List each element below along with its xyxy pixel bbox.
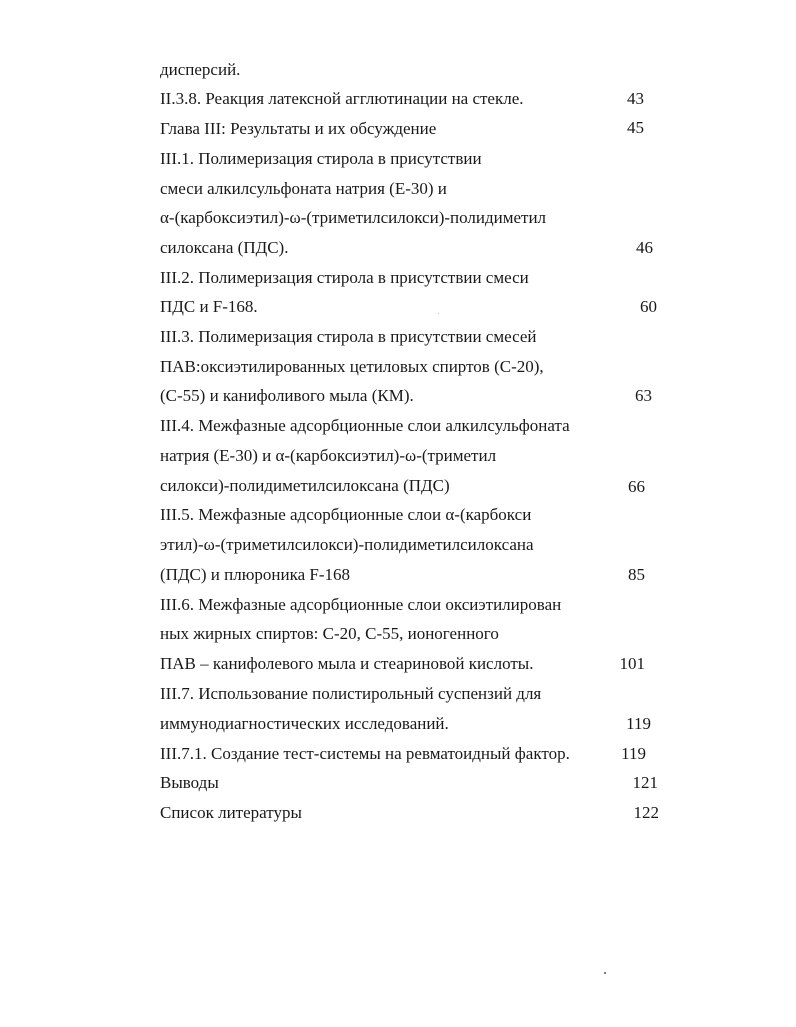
toc-page-number: 43 (627, 89, 644, 108)
toc-line: силокси)-полидиметилсилоксана (ПДС) (160, 476, 450, 495)
toc-line: III.5. Межфазные адсорбционные слои α-(карбокси (160, 505, 532, 524)
toc-line: ПАВ – канифолевого мыла и стеариновой кислоты. (160, 654, 534, 673)
toc-line: (ПДС) и плюроника F-168 (160, 565, 351, 584)
toc-line: Глава III: Результаты и их обсуждение (160, 119, 437, 138)
toc-line: III.4. Межфазные адсорбционные слои алкилсульфоната (160, 416, 570, 435)
toc-line: III.1. Полимеризация стирола в присутствии (160, 149, 482, 168)
toc-line: α-(карбоксиэтил)-ω-(триметилсилокси)-полидиметил (160, 208, 547, 227)
toc-page-number: 66 (628, 477, 645, 496)
toc-line: дисперсий. (160, 60, 241, 79)
toc-line: III.7. Использование полистирольный суспензий для (160, 684, 542, 703)
toc-line: натрия (Е-30) и α-(карбоксиэтил)-ω-(триметил (160, 446, 497, 465)
toc-line: III.3. Полимеризация стирола в присутствии смесей (160, 327, 537, 346)
toc-page-number: 60 (640, 297, 657, 316)
toc-page-number: 63 (635, 386, 652, 405)
toc-line: (С-55) и канифоливого мыла (КМ). (160, 386, 414, 405)
toc-page-number: 119 (626, 714, 651, 733)
toc-page-number: 122 (633, 803, 659, 822)
toc-line: III.7.1. Создание тест-системы на ревматоидный фактор. (160, 744, 570, 763)
toc-line: III.6. Межфазные адсорбционные слои оксиэтилирован (160, 595, 562, 614)
toc-page-number: 46 (636, 238, 653, 257)
toc-line: этил)-ω-(триметилсилокси)-полидиметилсилоксана (160, 535, 534, 554)
toc-page-number: 119 (621, 744, 646, 763)
toc-line: II.3.8. Реакция латексной агглютинации на стекле. (160, 89, 524, 108)
toc-line: силоксана (ПДС). (160, 238, 289, 257)
toc-page-number: 85 (628, 565, 645, 584)
toc-line: иммунодиагностических исследований. (160, 714, 449, 733)
toc-line: Выводы (160, 773, 219, 792)
toc-line: Список литературы (160, 803, 302, 822)
scan-speck (604, 972, 606, 974)
toc-page-number: 101 (619, 654, 645, 673)
toc-line: смеси алкилсульфоната натрия (Е-30) и (160, 179, 447, 198)
toc-line: III.2. Полимеризация стирола в присутствии смеси (160, 268, 529, 287)
toc-line: ПАВ:оксиэтилированных цетиловых спиртов (С-20), (160, 357, 544, 376)
scan-speck (438, 313, 439, 314)
toc-line: ных жирных спиртов: С-20, С-55, ионогенного (160, 624, 499, 643)
toc-line: ПДС и F-168. (160, 297, 258, 316)
toc-page-number: 45 (627, 118, 644, 137)
toc-page-number: 121 (632, 773, 658, 792)
